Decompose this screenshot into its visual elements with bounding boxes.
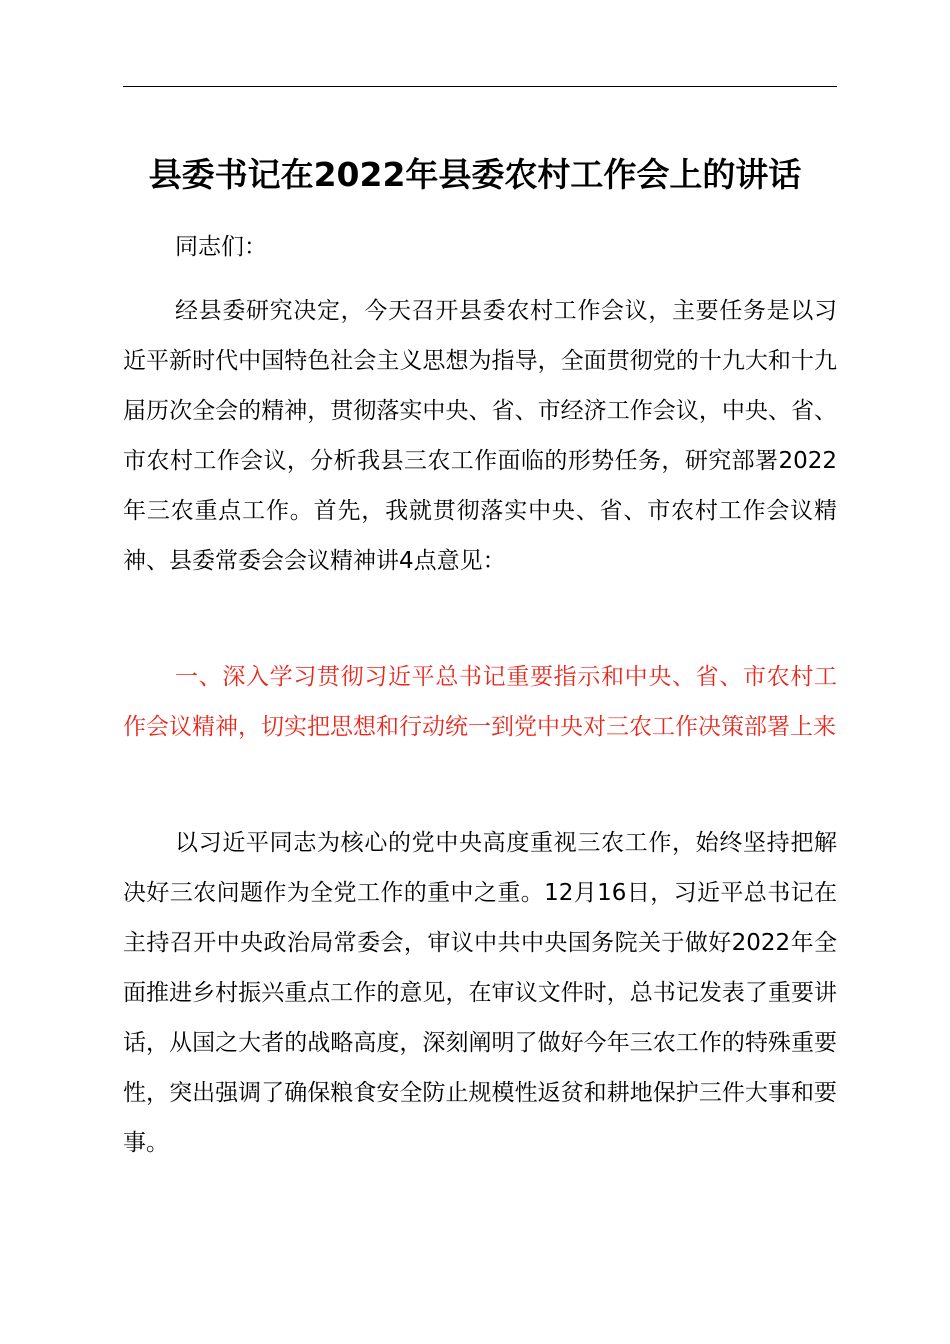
- paragraph-intro: 经县委研究决定，今天召开县委农村工作会议，主要任务是以习近平新时代中国特色社会主义思想为指导，全面贯彻党的十九大和十九届历次全会的精神，贯彻落实中央、省、市经济工作会议，中央、省、市农村工作会议，分析我县三农工作面临的形势任务，研究部署2022年三农重点工作。首先，我就贯彻落实中央、省、市农村工作会议精神、县委常委会会议精神讲4点意见：: [123, 298, 837, 574]
- document-title: [80, 150, 870, 200]
- title-suffix: 年县委农村工作会上的讲话: [405, 155, 802, 194]
- greeting: 同志们：: [175, 234, 267, 260]
- section-heading-1: 一、深入学习贯彻习近平总书记重要指示和中央、省、市农村工作会议精神，切实把思想和行动统一到党中央对三农工作决策部署上来: [123, 664, 837, 740]
- header-rule: [123, 86, 837, 87]
- title-year: 2022: [313, 155, 406, 194]
- title-prefix: 县委书记在: [148, 155, 314, 194]
- paragraph-section-1: 以习近平同志为核心的党中央高度重视三农工作，始终坚持把解决好三农问题作为全党工作的重中之重。12月16日，习近平总书记在主持召开中央政治局常委会，审议中共中央国务院关于做好2022年全面推进乡村振兴重点工作的意见，在审议文件时，总书记发表了重要讲话，从国之大者的战略高度，深刻阐明了做好今年三农工作的特殊重要性，突出强调了确保粮食安全防止规模性返贫和耕地保护三件大事和要事。: [123, 830, 837, 1156]
